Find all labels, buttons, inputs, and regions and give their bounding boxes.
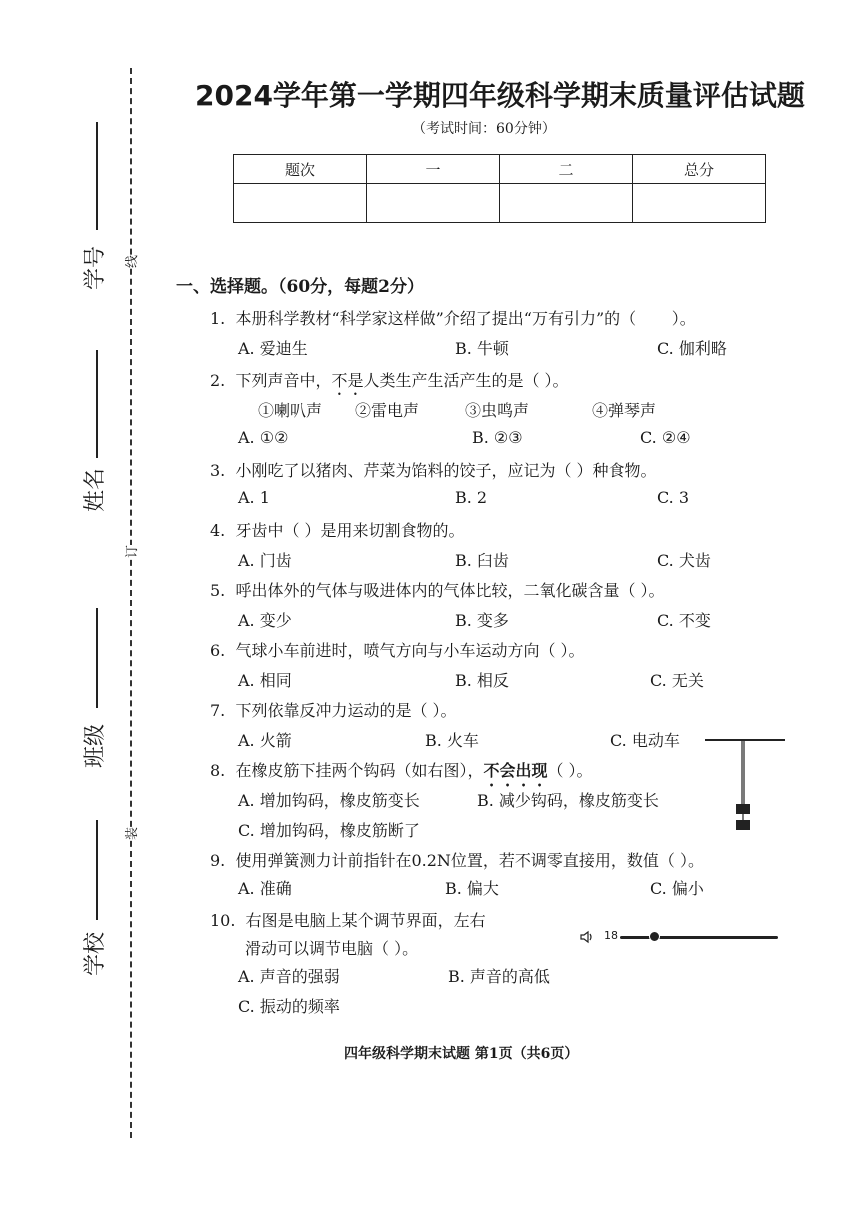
score-header-part1: 一 (367, 155, 500, 184)
q2-option-a: A. ①② (238, 428, 289, 447)
q4-option-b: B. 臼齿 (455, 551, 509, 570)
q2-option-c: C. ②④ (640, 428, 691, 447)
volume-value: 18 (604, 929, 618, 942)
class-label: 班级 (83, 723, 108, 768)
q2-sub-2: ②雷电声 (355, 401, 420, 420)
question-9: 9. 使用弹簧测力计前指针在0.2N位置，若不调零直接用，数值（ ）。 (210, 851, 704, 870)
score-cell[interactable] (367, 184, 500, 223)
q7-option-c: C. 电动车 (610, 731, 680, 750)
q10-option-c: C. 振动的频率 (238, 997, 340, 1016)
question-5: 5. 呼出体外的气体与吸进体内的气体比较，二氧化碳含量（ ）。 (210, 581, 665, 600)
q10-option-b: B. 声音的高低 (448, 967, 550, 986)
school-line (96, 820, 98, 920)
student-id-label: 学号 (83, 245, 108, 290)
question-6: 6. 气球小车前进时，喷气方向与小车运动方向（ ）。 (210, 641, 585, 660)
q3-option-a: A. 1 (238, 488, 270, 507)
question-7: 7. 下列依靠反冲力运动的是（ ）。 (210, 701, 457, 720)
q2-sub-4: ④弹琴声 (592, 401, 657, 420)
q4-option-c: C. 犬齿 (657, 551, 711, 570)
name-label: 姓名 (83, 467, 108, 512)
q2-sub-3: ③虫鸣声 (465, 401, 530, 420)
slider-track[interactable] (620, 936, 778, 939)
binding-mark-bind: 装 (119, 827, 142, 840)
exam-title: 2024学年第一学期四年级科学期末质量评估试题 (195, 79, 805, 112)
school-label: 学校 (83, 931, 108, 976)
score-cell[interactable] (500, 184, 633, 223)
question-2: 2. 下列声音中，不是人类生产生活产生的是（ ）。 (210, 371, 569, 390)
speaker-icon (580, 930, 594, 944)
slider-thumb[interactable] (649, 931, 660, 942)
q8-option-c: C. 增加钩码，橡皮筋断了 (238, 821, 420, 840)
q10-option-a: A. 声音的强弱 (238, 967, 340, 986)
question-8: 8. 在橡皮筋下挂两个钩码（如右图），不会出现（ ）。 (210, 761, 593, 780)
q6-option-b: B. 相反 (455, 671, 509, 690)
class-line (96, 608, 98, 708)
q5-option-c: C. 不变 (657, 611, 711, 630)
question-4: 4. 牙齿中（ ）是用来切割食物的。 (210, 521, 465, 540)
score-header-item: 题次 (234, 155, 367, 184)
q5-option-b: B. 变多 (455, 611, 509, 630)
q9-option-a: A. 准确 (238, 879, 292, 898)
q8-emphasis: 不会出现 (483, 761, 548, 780)
q4-option-a: A. 门齿 (238, 551, 292, 570)
rubber-band-figure (700, 734, 790, 834)
score-header-part2: 二 (500, 155, 633, 184)
page-footer: 四年级科学期末试题 第1页（共6页） (344, 1046, 579, 1062)
binding-mark-line: 线 (119, 255, 142, 268)
section-title: 一、选择题。（60分，每题2分） (176, 277, 424, 297)
question-3: 3. 小刚吃了以猪肉、芹菜为馅料的饺子，应记为（ ）种食物。 (210, 461, 657, 480)
q1-option-a: A. 爱迪生 (238, 339, 308, 358)
q2-emphasis: 不是 (331, 371, 364, 390)
q7-option-a: A. 火箭 (238, 731, 292, 750)
question-10-line2: 滑动可以调节电脑（ ）。 (245, 939, 419, 958)
q6-option-c: C. 无关 (650, 671, 704, 690)
score-table (233, 154, 766, 223)
q8-option-b: B. 减少钩码，橡皮筋变长 (477, 791, 659, 810)
volume-slider-figure (580, 928, 780, 948)
score-cell[interactable] (234, 184, 367, 223)
q9-option-c: C. 偏小 (650, 879, 704, 898)
score-header-total: 总分 (633, 155, 766, 184)
binding-dashed-line (130, 68, 132, 1138)
q9-option-b: B. 偏大 (445, 879, 499, 898)
q7-option-b: B. 火车 (425, 731, 479, 750)
binding-mark-order: 订 (119, 545, 142, 558)
q2-sub-1: ①喇叭声 (258, 401, 323, 420)
q1-option-b: B. 牛顿 (455, 339, 509, 358)
q1-option-c: C. 伽利略 (657, 339, 727, 358)
question-10: 10. 右图是电脑上某个调节界面，左右 (210, 911, 486, 930)
score-cell[interactable] (633, 184, 766, 223)
q5-option-a: A. 变少 (238, 611, 292, 630)
student-id-line (96, 122, 98, 230)
question-1: 1. 本册科学教材“科学家这样做”介绍了提出“万有引力”的（ ）。 (210, 309, 696, 328)
q2-option-b: B. ②③ (472, 428, 523, 447)
q3-option-c: C. 3 (657, 488, 690, 507)
q3-option-b: B. 2 (455, 488, 488, 507)
q6-option-a: A. 相同 (238, 671, 292, 690)
exam-time: （考试时间：60分钟） (412, 121, 556, 137)
q8-option-a: A. 增加钩码，橡皮筋变长 (238, 791, 420, 810)
name-line (96, 350, 98, 458)
